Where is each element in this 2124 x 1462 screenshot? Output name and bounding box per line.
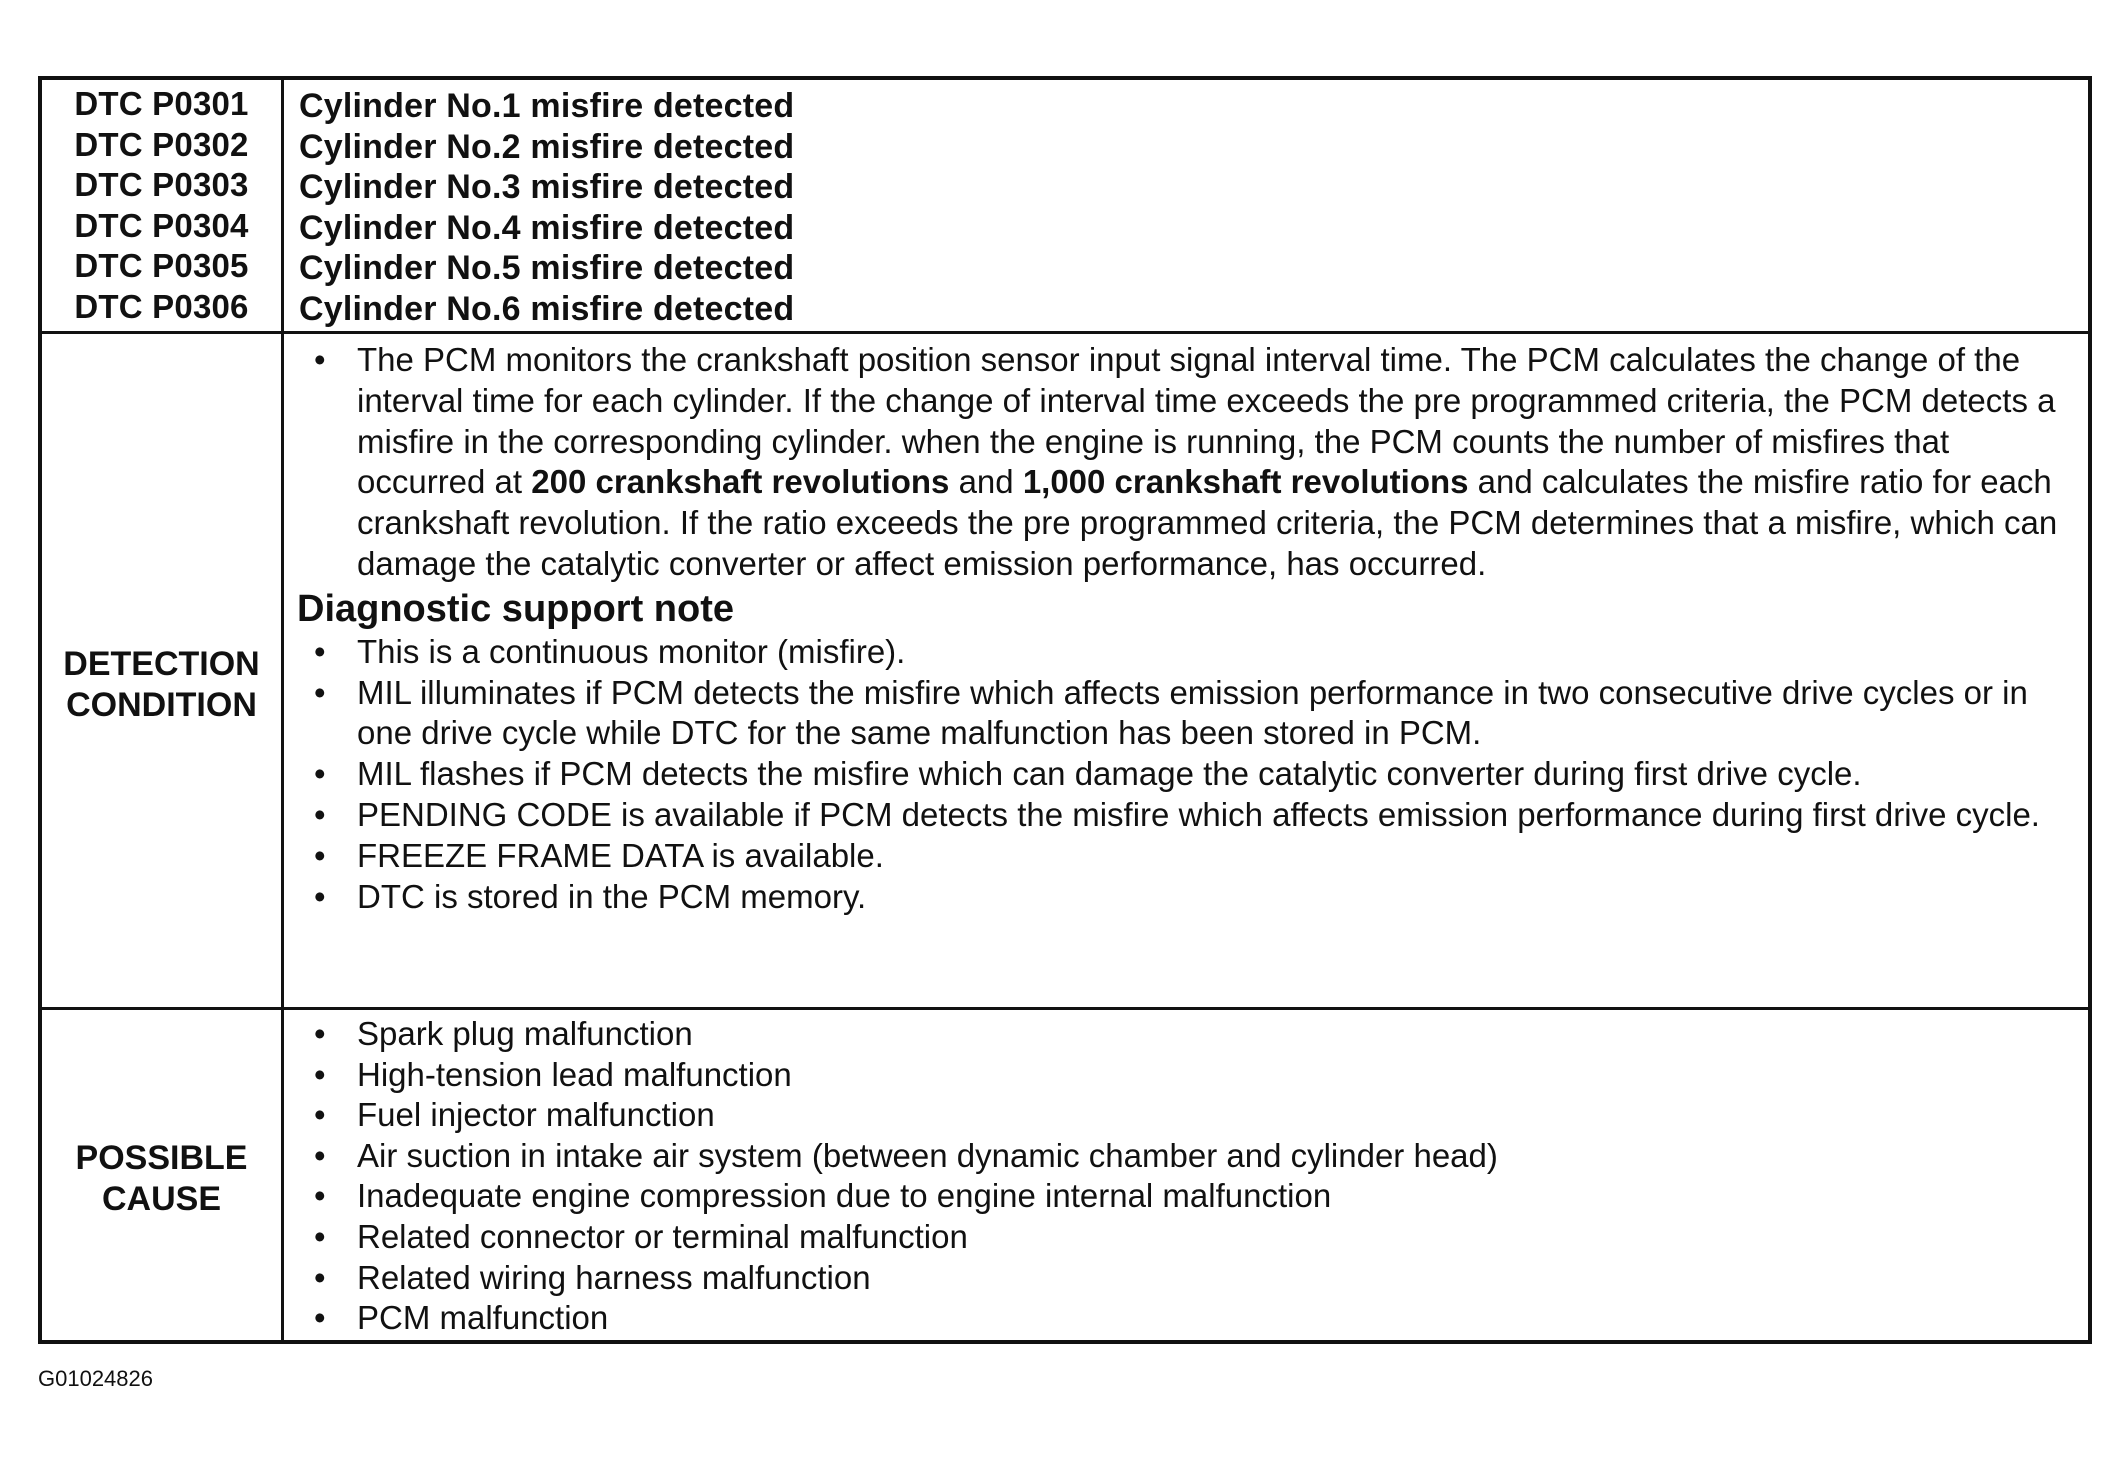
support-note [284,795,2088,836]
bullet-icon: • [314,341,326,378]
cause-item [284,1055,2088,1096]
monitor-text-part1: The PCM monitors the crankshaft position sensor input signal interval time. The PCM calculates the change of the interval time for each cylinder. If the change of interval time exceeds the pre programmed criteria, the PCM detects a misfire in the corresponding cylinder. when the engine is running, the PCM counts the number of misfires that occurred at [357,341,2056,501]
detection-label-line2: CONDITION [66,685,257,724]
detection-condition-label [42,334,281,1010]
detection-condition-label-cell [42,334,284,1010]
bullet-icon: • [314,1299,326,1337]
bullet-icon: • [314,755,326,793]
monitor-description-list [284,340,2088,585]
cause-item [284,1136,2088,1177]
dtc-description-list [284,80,2088,330]
monitor-text-part3: and calculates the misfire ratio for each crankshaft revolution. If the ratio exceeds the pre programmed criteria, the PCM determines that a misfire, which can damage the catalytic converter or affect emission performance, has occurred. [357,463,2058,582]
figure-id: G01024826 [38,1366,153,1391]
monitor-text-part2: and [949,463,1023,501]
diagnostic-support-heading: Diagnostic support note [297,587,734,630]
cause-item [284,1258,2088,1299]
bullet-icon: • [314,1015,326,1052]
dtc-description: Cylinder No.4 misfire detected [299,208,795,247]
support-note-text: MIL flashes if PCM detects the misfire which can damage the catalytic converter during first drive cycle. [357,755,1862,793]
cause-text: Air suction in intake air system (between dynamic chamber and cylinder head) [357,1136,1498,1174]
cause-text: Spark plug malfunction [357,1015,693,1052]
monitor-description [284,340,2088,585]
dtc-description: Cylinder No.3 misfire detected [299,168,795,207]
cause-text: PCM malfunction [357,1299,609,1337]
cause-item [284,1014,2088,1055]
possible-label-line1: POSSIBLE [75,1139,248,1177]
support-note-text: MIL illuminates if PCM detects the misfire which affects emission performance in two consecutive drive cycles or in one drive cycle while DTC for the same malfunction has been stored in PCM. [357,673,2028,752]
bullet-icon: • [314,1096,326,1134]
dtc-info-table [38,76,2092,1344]
detection-label-line1: DETECTION [63,644,260,683]
support-note [284,632,2088,673]
cause-item [284,1095,2088,1136]
support-note-list [284,632,2088,918]
support-note-text: FREEZE FRAME DATA is available. [357,836,884,874]
possible-cause-label-cell [42,1010,284,1340]
bullet-icon: • [314,877,326,915]
dtc-code: DTC P0302 [74,125,249,163]
monitor-text-bold2: 1,000 crankshaft revolutions [1022,463,1469,501]
bullet-icon: • [314,673,326,711]
dtc-description: Cylinder No.1 misfire detected [299,87,795,125]
cause-text: Inadequate engine compression due to engine internal malfunction [357,1177,1332,1215]
bullet-icon: • [314,1136,326,1174]
cause-text: Fuel injector malfunction [357,1096,715,1134]
dtc-description-cell [284,80,2088,334]
cause-text: High-tension lead malfunction [357,1055,792,1093]
dtc-code: DTC P0303 [74,166,249,204]
support-note [284,836,2088,877]
cause-item [284,1298,2088,1339]
bullet-icon: • [314,1258,326,1296]
detection-condition-content [284,334,2088,1010]
bullet-icon: • [314,1177,326,1215]
bullet-icon: • [314,1055,326,1093]
dtc-code: DTC P0305 [74,247,249,285]
cause-item [284,1217,2088,1258]
dtc-code-cell [42,80,284,334]
possible-cause-content [284,1010,2088,1340]
cause-item [284,1176,2088,1217]
dtc-description: Cylinder No.2 misfire detected [299,127,795,166]
support-note [284,754,2088,795]
cause-text: Related connector or terminal malfunction [357,1217,968,1255]
dtc-description: Cylinder No.5 misfire detected [299,249,795,288]
cause-text: Related wiring harness malfunction [357,1258,871,1296]
bullet-icon: • [314,1217,326,1255]
dtc-description: Cylinder No.6 misfire detected [299,289,795,328]
support-note [284,877,2088,918]
bullet-icon: • [314,836,326,874]
bullet-icon: • [314,632,326,670]
support-note-text: PENDING CODE is available if PCM detects the misfire which affects emission performance during first drive cycle. [357,795,2040,833]
possible-cause-list [284,1014,2088,1339]
support-note-text: DTC is stored in the PCM memory. [357,877,867,915]
support-note [284,673,2088,755]
support-note-text: This is a continuous monitor (misfire). [357,632,906,670]
dtc-code: DTC P0301 [74,85,249,122]
monitor-text-bold1: 200 crankshaft revolutions [531,463,950,501]
possible-cause-label [42,1010,281,1340]
dtc-code: DTC P0304 [74,206,249,244]
bullet-icon: • [314,795,326,833]
dtc-code: DTC P0306 [74,287,249,325]
possible-label-line2: CAUSE [101,1180,222,1218]
dtc-code-list [42,80,281,328]
